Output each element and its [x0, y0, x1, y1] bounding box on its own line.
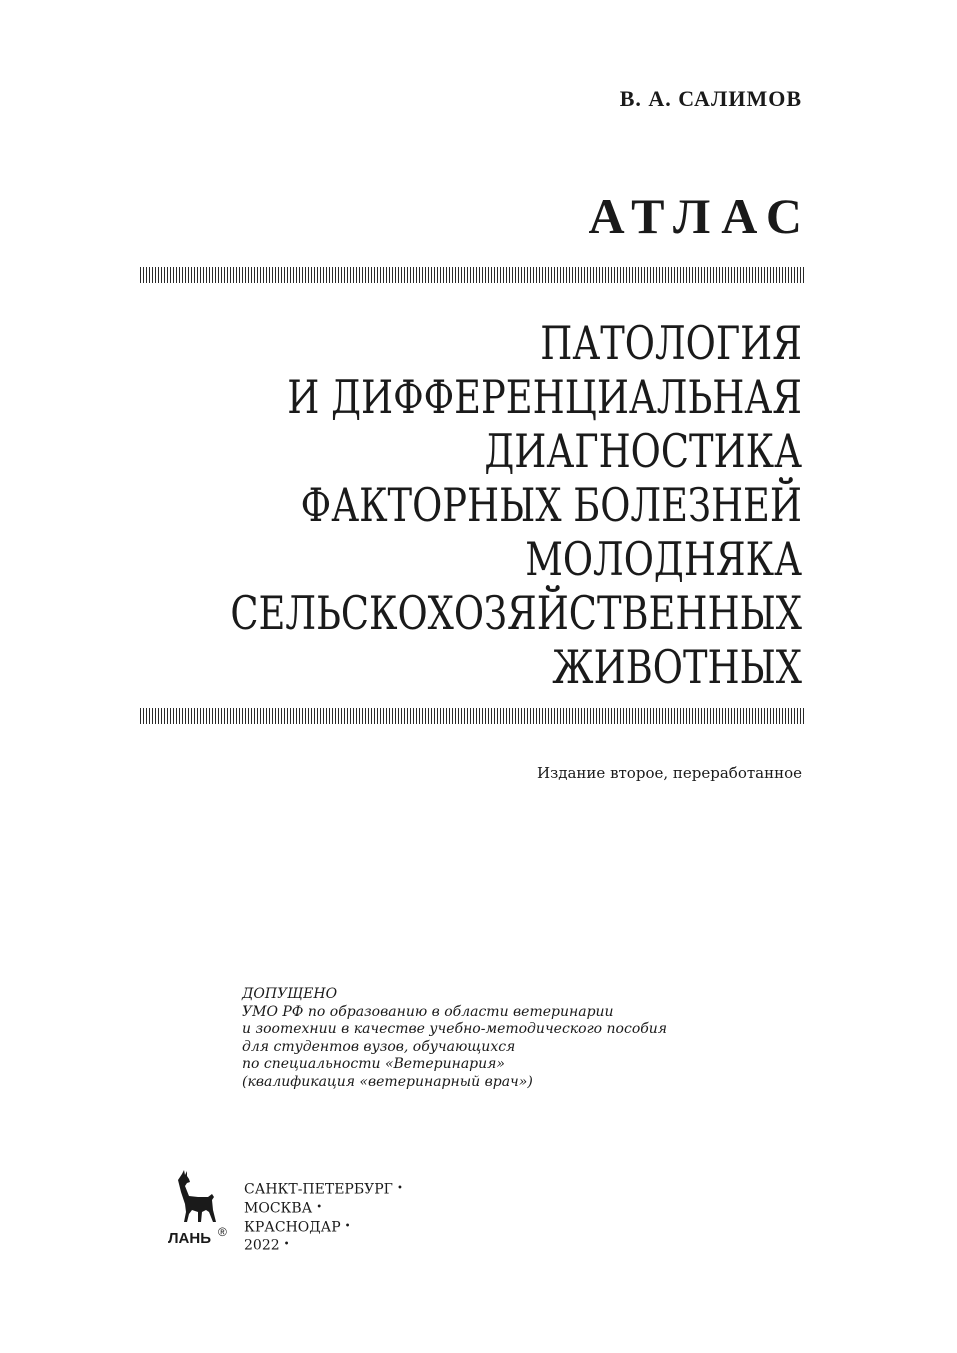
imprint-block	[244, 1180, 403, 1255]
imprint-dot: •	[396, 1183, 403, 1194]
approval-line: для студентов вузов, обучающихся	[242, 1038, 516, 1055]
title-line: И ДИФФЕРЕНЦИАЛЬНАЯ	[287, 370, 802, 424]
approval-block	[242, 986, 667, 1091]
book-heading: АТЛАС	[588, 188, 813, 244]
approval-line: УМО РФ по образованию в области ветеринарии	[242, 1003, 614, 1020]
imprint-city: САНКТ-ПЕТЕРБУРГ	[244, 1181, 393, 1198]
edition-note: Издание второе, переработанное	[536, 764, 802, 782]
approval-line: (квалификация «ветеринарный врач»)	[242, 1073, 533, 1090]
title-line: ФАКТОРНЫХ БОЛЕЗНЕЙ	[300, 478, 802, 532]
decorative-rule-top	[140, 267, 804, 283]
approval-line: по специальности «Ветеринария»	[242, 1056, 505, 1072]
title-line: МОЛОДНЯКА	[525, 532, 802, 586]
book-title	[102, 316, 802, 694]
publisher-logo	[168, 1170, 238, 1246]
approval-line: ДОПУЩЕНО	[242, 986, 338, 1002]
deer-logo-icon	[168, 1170, 238, 1246]
imprint-line	[244, 1218, 403, 1237]
imprint-line	[244, 1236, 403, 1255]
imprint-dot: •	[316, 1201, 323, 1213]
imprint-dot: •	[344, 1220, 351, 1232]
svg-text:ЛАНЬ: ЛАНЬ	[168, 1230, 211, 1246]
imprint-line	[244, 1180, 403, 1199]
author-name: В. А. САЛИМОВ	[619, 86, 802, 111]
imprint-line	[244, 1199, 403, 1218]
imprint-year: 2022	[244, 1237, 280, 1254]
title-line: ЖИВОТНЫХ	[552, 640, 802, 694]
title-line: ДИАГНОСТИКА	[484, 424, 802, 478]
title-line: СЕЛЬСКОХОЗЯЙСТВЕННЫХ	[230, 586, 803, 640]
decorative-rule-bottom	[140, 708, 804, 724]
imprint-dot: •	[283, 1239, 290, 1251]
approval-line: и зоотехнии в качестве учебно-методического пособия	[242, 1021, 668, 1037]
imprint-city: МОСКВА	[244, 1200, 313, 1216]
imprint-city: КРАСНОДАР	[244, 1218, 341, 1235]
title-line: ПАТОЛОГИЯ	[540, 316, 802, 370]
svg-text:®: ®	[218, 1225, 227, 1239]
